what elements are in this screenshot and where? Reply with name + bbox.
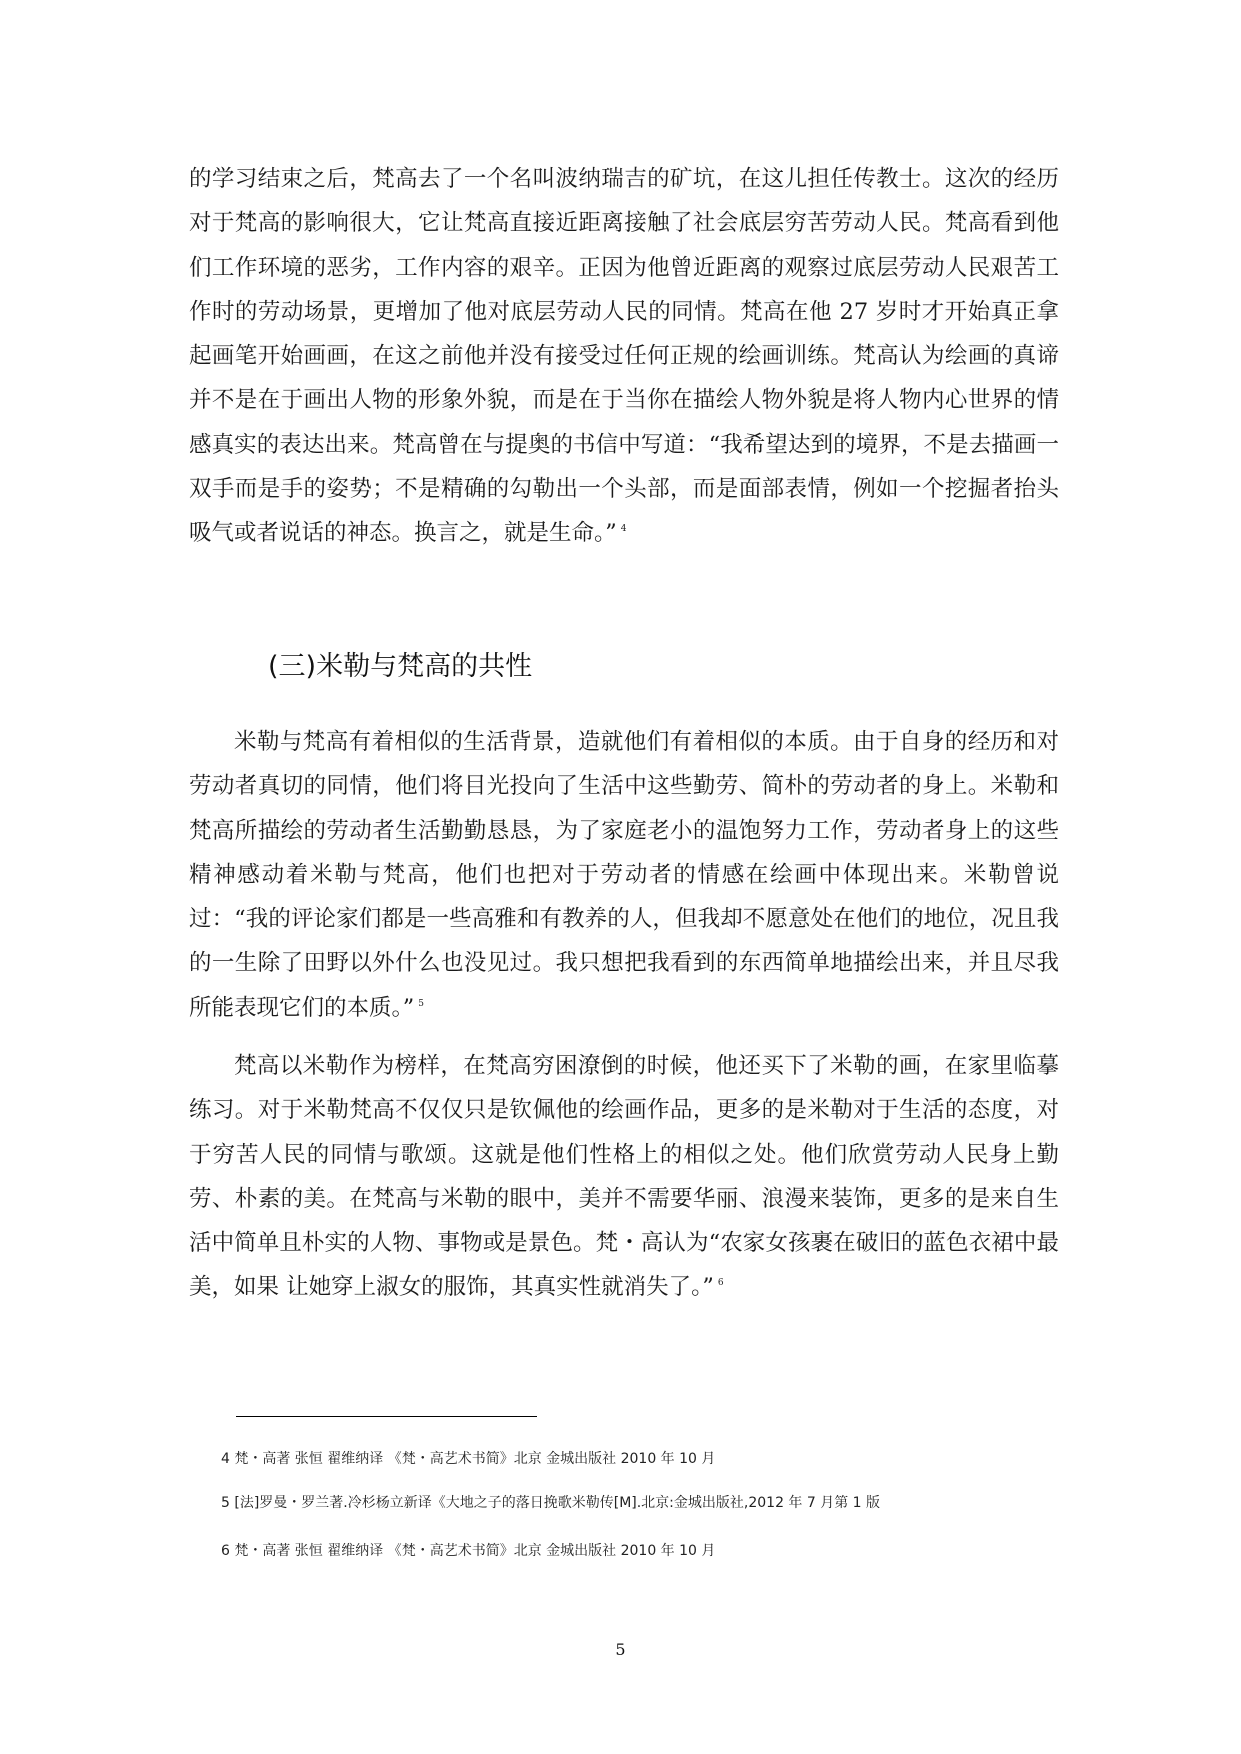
paragraph-text: 的学习结束之后，梵高去了一个名叫波纳瑞吉的矿坑，在这儿担任传教士。这次的经历对于梵高的影响很大，它让梵高直接近距离接触了社会底层穷苦劳动人民。梵高看到他们工作环境的恶劣，工作内容的艰辛。正因为他曾近距离的观察过底层劳动人民艰苦工作时的劳动场景，更增加了他对底层劳动人民的同情。梵高在他 27 岁时才开始真正拿起画笔开始画画，在这之前他并没有接受过任何正规的绘画训练。梵高认为绘画的真谛并不是在于画出人物的形象外貌，而是在于当你在描绘人物外貌是将人物内心世界的情感真实的表达出来。梵高曾在与提奥的书信中写道：“我希望达到的境界，不是去描画一双手而是手的姿势；不是精确的勾勒出一个头部，而是面部表情，例如一个挖掘者抬头吸气或者说话的神态。换言之，就是生命。”: [189, 166, 1059, 547]
paragraph-text: 米勒与梵高有着相似的生活背景，造就他们有着相似的本质。由于自身的经历和对劳动者真切的同情，他们将目光投向了生活中这些勤劳、简朴的劳动者的身上。米勒和梵高所描绘的劳动者生活勤勤恳恳，为了家庭老小的温饱努力工作，劳动者身上的这些精神感动着米勒与梵高，他们也把对于劳动者的情感在绘画中体现出来。米勒曾说过：“我的评论家们都是一些高雅和有教养的人，但我却不愿意处在他们的地位，况且我的一生除了田野以外什么也没见过。我只想把我看到的东西简单地描绘出来，并且尽我所能表现它们的本质。”: [189, 729, 1059, 1021]
footnote: 6 梵・高著 张恒 翟维纳译 《梵・高艺术书简》北京 金城出版社 2010 年 10 月: [221, 1543, 716, 1559]
body-paragraph: [189, 157, 1059, 556]
footnote-reference: 6: [717, 1278, 724, 1289]
footnote-separator: [236, 1416, 537, 1417]
body-paragraph: [189, 720, 1059, 1030]
footnote-reference: 4: [620, 524, 627, 535]
footnote: 5 [法]罗曼・罗兰著.冷杉杨立新译《大地之子的落日挽歌米勒传[M].北京:金城出版社,2012 年 7 月第 1 版: [221, 1495, 881, 1511]
footnote: 4 梵・高著 张恒 翟维纳译 《梵・高艺术书简》北京 金城出版社 2010 年 10 月: [221, 1451, 716, 1467]
page-number: 5: [615, 1640, 626, 1659]
paragraph-text: 梵高以米勒作为榜样，在梵高穷困潦倒的时候，他还买下了米勒的画，在家里临摹练习。对于米勒梵高不仅仅只是钦佩他的绘画作品，更多的是米勒对于生活的态度，对于穷苦人民的同情与歌颂。这就是他们性格上的相似之处。他们欣赏劳动人民身上勤劳、朴素的美。在梵高与米勒的眼中，美并不需要华丽、浪漫来装饰，更多的是来自生活中简单且朴实的人物、事物或是景色。梵・高认为“农家女孩裹在破旧的蓝色衣裙中最美，如果 让她穿上淑女的服饰，其真实性就消失了。”: [189, 1053, 1059, 1301]
section-heading: (三)米勒与梵高的共性: [268, 651, 533, 682]
body-paragraph: [189, 1044, 1059, 1310]
footnote-reference: 5: [418, 998, 424, 1009]
